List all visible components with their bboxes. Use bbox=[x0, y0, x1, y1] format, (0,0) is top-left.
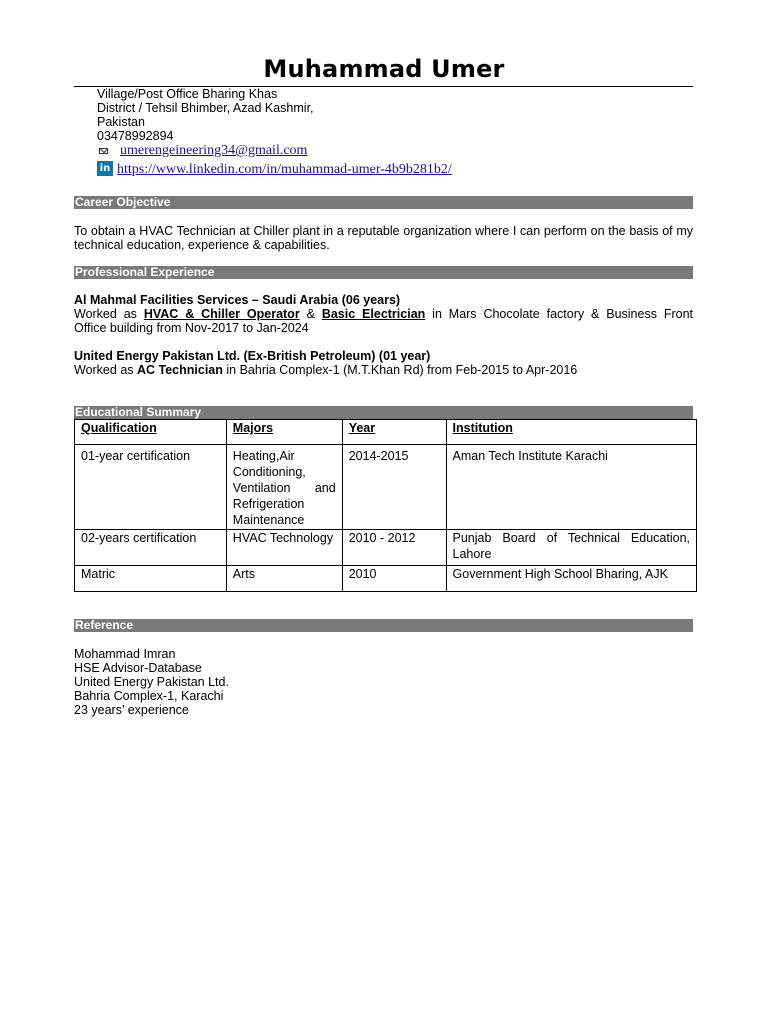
job-1-post: in Mars Chocolate factory & Business Front bbox=[432, 307, 694, 321]
cell-majors: Arts bbox=[226, 566, 342, 592]
education-heading: Educational Summary bbox=[74, 406, 693, 419]
job-1 bbox=[74, 293, 693, 335]
reference-experience: 23 years’ experience bbox=[74, 703, 189, 717]
resume-name: Muhammad Umer bbox=[263, 55, 505, 83]
job-1-role-2: Basic Electrician bbox=[321, 307, 426, 321]
cell-majors: Heating,Air Conditioning, Ventilation and Refrigeration Maintenance bbox=[226, 445, 342, 530]
job-2-line bbox=[74, 363, 693, 377]
envelope-icon bbox=[99, 148, 108, 154]
table-row bbox=[75, 530, 697, 566]
job-1-title: Al Mahmal Facilities Services – Saudi Arabia (06 years) bbox=[74, 293, 401, 307]
cell-institution: Government High School Bharing, AJK bbox=[446, 566, 696, 592]
address-line-1: Village/Post Office Bharing Khas bbox=[97, 87, 278, 101]
cell-qualification: Matric bbox=[75, 566, 227, 592]
cell-year: 2010 - 2012 bbox=[342, 530, 446, 566]
reference-name: Mohammad Imran bbox=[74, 647, 176, 661]
cell-qualification: 02-years certification bbox=[75, 530, 227, 566]
career-objective-heading: Career Objective bbox=[74, 196, 693, 209]
job-2-role: AC Technician bbox=[137, 363, 223, 377]
table-row bbox=[75, 445, 697, 530]
reference-title: HSE Advisor-Database bbox=[74, 661, 202, 675]
job-2 bbox=[74, 349, 693, 377]
col-qualification: Qualification bbox=[75, 420, 227, 445]
table-header-row bbox=[75, 420, 697, 445]
col-year: Year bbox=[342, 420, 446, 445]
cell-institution: Aman Tech Institute Karachi bbox=[446, 445, 696, 530]
cell-majors: HVAC Technology bbox=[226, 530, 342, 566]
col-majors: Majors bbox=[226, 420, 342, 445]
cell-year: 2010 bbox=[342, 566, 446, 592]
phone-number: 03478992894 bbox=[97, 129, 174, 143]
email-link[interactable]: umerengeineering34@gmail.com bbox=[120, 143, 308, 158]
cell-year: 2014-2015 bbox=[342, 445, 446, 530]
job-1-line-1 bbox=[74, 307, 693, 321]
col-institution: Institution bbox=[446, 420, 696, 445]
reference-company: United Energy Pakistan Ltd. bbox=[74, 675, 229, 689]
address-line-3: Pakistan bbox=[97, 115, 145, 129]
job-1-amp: & bbox=[306, 307, 315, 321]
job-1-line-2: Office building from Nov-2017 to Jan-2024 bbox=[74, 321, 309, 335]
cell-qualification: 01-year certification bbox=[75, 445, 227, 530]
experience-heading: Professional Experience bbox=[74, 266, 693, 279]
education-table bbox=[74, 419, 697, 592]
job-2-pre: Worked as bbox=[74, 363, 134, 377]
linkedin-link[interactable]: https://www.linkedin.com/in/muhammad-umer-4b9b281b2/ bbox=[117, 162, 452, 177]
job-2-post: in Bahria Complex-1 (M.T.Khan Rd) from Feb-2015 to Apr-2016 bbox=[226, 363, 578, 377]
reference-heading: Reference bbox=[74, 619, 693, 632]
job-1-role-1: HVAC & Chiller Operator bbox=[143, 307, 300, 321]
career-objective-text: To obtain a HVAC Technician at Chiller plant in a reputable organization where I can perform on the basis of my technical education, experience & capabilities. bbox=[74, 224, 693, 252]
job-2-title: United Energy Pakistan Ltd. (Ex-British Petroleum) (01 year) bbox=[74, 349, 431, 363]
reference-address: Bahria Complex-1, Karachi bbox=[74, 689, 224, 703]
address-line-2: District / Tehsil Bhimber, Azad Kashmir, bbox=[97, 101, 314, 115]
cell-institution: Punjab Board of Technical Education, Lahore bbox=[446, 530, 696, 566]
job-1-pre: Worked as bbox=[74, 307, 137, 321]
linkedin-icon: in bbox=[97, 161, 113, 176]
table-row bbox=[75, 566, 697, 592]
